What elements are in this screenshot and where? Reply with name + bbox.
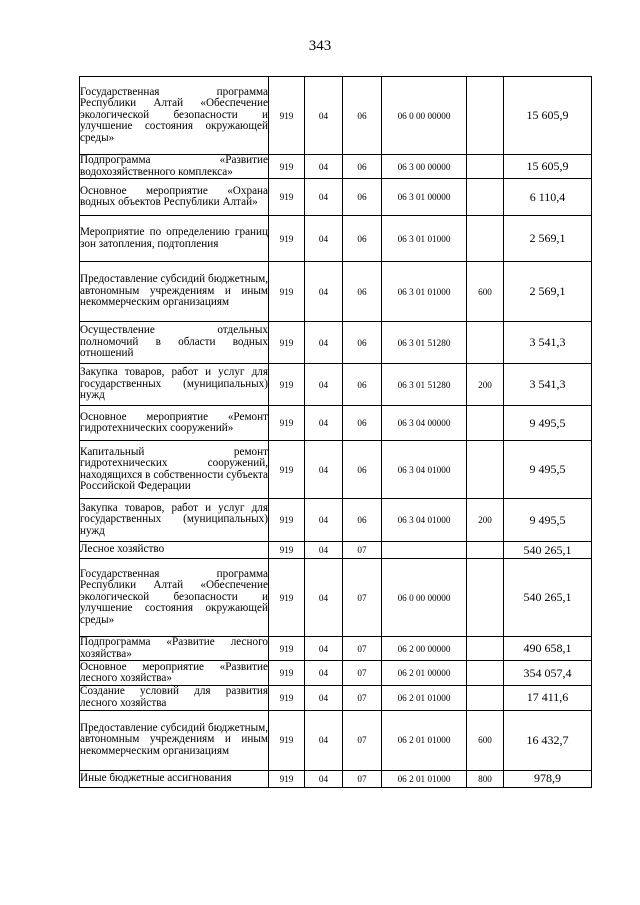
row-name: Государственная программа Республики Алтай «Обеспечение экологической безопасности и улучшение состояния окружающей среды»: [80, 559, 269, 637]
row-ministry-code: 919: [269, 322, 305, 364]
row-target-code: 06 2 01 01000: [382, 710, 467, 770]
row-subsection-code: 06: [343, 364, 382, 406]
row-target-code: 06 3 04 01000: [382, 441, 467, 499]
row-target-code: [382, 542, 467, 559]
page-number: 343: [308, 38, 332, 54]
table-row: [80, 441, 592, 499]
row-amount: 354 057,4: [504, 661, 592, 686]
table-row: [80, 262, 592, 322]
row-name: Мероприятие по определению границ зон затопления, подтопления: [80, 216, 269, 262]
row-subsection-code: 06: [343, 179, 382, 216]
row-section-code: 04: [305, 441, 343, 499]
row-ministry-code: 919: [269, 661, 305, 686]
row-amount: 15 605,9: [504, 77, 592, 155]
row-ministry-code: 919: [269, 441, 305, 499]
row-subsection-code: 06: [343, 262, 382, 322]
row-amount: 9 495,5: [504, 406, 592, 441]
row-expense-type: [467, 441, 504, 499]
row-ministry-code: 919: [269, 637, 305, 661]
table-row: [80, 686, 592, 710]
row-amount: 540 265,1: [504, 559, 592, 637]
row-section-code: 04: [305, 155, 343, 179]
row-subsection-code: 06: [343, 499, 382, 542]
row-target-code: 06 3 00 00000: [382, 155, 467, 179]
table-row: [80, 661, 592, 686]
row-subsection-code: 06: [343, 406, 382, 441]
table-row: [80, 637, 592, 661]
row-expense-type: 200: [467, 364, 504, 406]
row-subsection-code: 07: [343, 710, 382, 770]
row-section-code: 04: [305, 406, 343, 441]
row-amount: 17 411,6: [504, 686, 592, 710]
row-amount: 9 495,5: [504, 441, 592, 499]
row-section-code: 04: [305, 710, 343, 770]
row-name: Государственная программа Республики Алтай «Обеспечение экологической безопасности и улучшение состояния окружающей среды»: [80, 77, 269, 155]
row-subsection-code: 07: [343, 661, 382, 686]
row-name: Предоставление субсидий бюджетным, автономным учреждениям и иным некоммерческим организациям: [80, 262, 269, 322]
row-ministry-code: 919: [269, 364, 305, 406]
table-row: [80, 406, 592, 441]
row-name: Подпрограмма «Развитие водохозяйственного комплекса»: [80, 154, 268, 178]
row-amount: 9 495,5: [504, 499, 592, 542]
row-amount: 3 541,3: [504, 364, 592, 406]
row-section-code: 04: [305, 364, 343, 406]
row-expense-type: [467, 216, 504, 262]
row-target-code: 06 2 01 01000: [382, 686, 467, 710]
row-name: Основное мероприятие «Ремонт гидротехнических сооружений»: [80, 406, 269, 441]
row-amount: 978,9: [504, 770, 592, 787]
row-amount: 15 605,9: [504, 155, 592, 179]
row-target-code: 06 0 00 00000: [382, 559, 467, 637]
row-name: Закупка товаров, работ и услуг для государственных (муниципальных) нужд: [80, 499, 269, 542]
row-ministry-code: 919: [269, 262, 305, 322]
row-target-code: 06 2 00 00000: [382, 637, 467, 661]
row-name: Подпрограмма «Развитие лесного хозяйства»: [80, 636, 268, 660]
row-section-code: 04: [305, 661, 343, 686]
row-amount: 16 432,7: [504, 710, 592, 770]
row-name: Предоставление субсидий бюджетным, автономным учреждениям и иным некоммерческим организациям: [80, 710, 269, 770]
table-row: [80, 710, 592, 770]
row-expense-type: 600: [467, 710, 504, 770]
row-section-code: 04: [305, 216, 343, 262]
row-amount: 2 569,1: [504, 216, 592, 262]
row-expense-type: 800: [467, 770, 504, 787]
row-target-code: 06 3 01 01000: [382, 216, 467, 262]
row-name: Создание условий для развития лесного хозяйства: [80, 685, 268, 709]
row-ministry-code: 919: [269, 406, 305, 441]
row-ministry-code: 919: [269, 77, 305, 155]
row-ministry-code: 919: [269, 155, 305, 179]
table-row: [80, 155, 592, 179]
row-expense-type: [467, 661, 504, 686]
row-name: Осуществление отдельных полномочий в области водных отношений: [80, 322, 269, 364]
row-subsection-code: 07: [343, 542, 382, 559]
row-target-code: 06 3 01 51280: [382, 364, 467, 406]
row-amount: 3 541,3: [504, 322, 592, 364]
row-expense-type: [467, 322, 504, 364]
row-target-code: 06 3 04 01000: [382, 499, 467, 542]
row-section-code: 04: [305, 542, 343, 559]
table-row: [80, 364, 592, 406]
row-ministry-code: 919: [269, 559, 305, 637]
row-subsection-code: 06: [343, 216, 382, 262]
row-subsection-code: 06: [343, 77, 382, 155]
row-expense-type: [467, 406, 504, 441]
row-amount: 2 569,1: [504, 262, 592, 322]
row-section-code: 04: [305, 322, 343, 364]
row-amount: 490 658,1: [504, 637, 592, 661]
row-ministry-code: 919: [269, 499, 305, 542]
row-amount: 540 265,1: [504, 542, 592, 559]
row-expense-type: 600: [467, 262, 504, 322]
row-target-code: 06 2 01 00000: [382, 661, 467, 686]
row-subsection-code: 06: [343, 441, 382, 499]
budget-table: [79, 76, 592, 788]
row-expense-type: [467, 155, 504, 179]
row-expense-type: [467, 637, 504, 661]
row-ministry-code: 919: [269, 542, 305, 559]
table-row: [80, 499, 592, 542]
row-ministry-code: 919: [269, 686, 305, 710]
row-section-code: 04: [305, 499, 343, 542]
table-row: [80, 559, 592, 637]
row-expense-type: [467, 179, 504, 216]
table-row: [80, 179, 592, 216]
row-target-code: 06 3 01 00000: [382, 179, 467, 216]
table-row: [80, 770, 592, 787]
row-name: Основное мероприятие «Охрана водных объектов Республики Алтай»: [80, 179, 269, 216]
row-expense-type: [467, 542, 504, 559]
table-row: [80, 542, 592, 559]
row-subsection-code: 06: [343, 155, 382, 179]
row-ministry-code: 919: [269, 216, 305, 262]
table-row: [80, 77, 592, 155]
row-section-code: 04: [305, 77, 343, 155]
row-name: Капитальный ремонт гидротехнических сооружений, находящихся в собственности субъекта Российской Федерации: [80, 441, 269, 499]
row-expense-type: [467, 77, 504, 155]
row-target-code: 06 3 04 00000: [382, 406, 467, 441]
row-ministry-code: 919: [269, 179, 305, 216]
row-expense-type: [467, 559, 504, 637]
row-expense-type: 200: [467, 499, 504, 542]
row-subsection-code: 07: [343, 559, 382, 637]
table-row: [80, 322, 592, 364]
row-amount: 6 110,4: [504, 179, 592, 216]
row-name: Основное мероприятие «Развитие лесного хозяйства»: [80, 660, 268, 685]
row-section-code: 04: [305, 637, 343, 661]
row-subsection-code: 06: [343, 322, 382, 364]
row-ministry-code: 919: [269, 710, 305, 770]
row-section-code: 04: [305, 686, 343, 710]
row-subsection-code: 07: [343, 770, 382, 787]
row-expense-type: [467, 686, 504, 710]
row-section-code: 04: [305, 770, 343, 787]
row-target-code: 06 3 01 51280: [382, 322, 467, 364]
row-name: Лесное хозяйство: [80, 542, 269, 559]
row-ministry-code: 919: [269, 770, 305, 787]
row-target-code: 06 2 01 01000: [382, 770, 467, 787]
row-name: Закупка товаров, работ и услуг для государственных (муниципальных) нужд: [80, 364, 269, 406]
table-row: [80, 216, 592, 262]
row-section-code: 04: [305, 262, 343, 322]
row-target-code: 06 0 00 00000: [382, 77, 467, 155]
row-subsection-code: 07: [343, 637, 382, 661]
row-name: Иные бюджетные ассигнования: [80, 770, 269, 787]
row-subsection-code: 07: [343, 686, 382, 710]
table-body: [80, 77, 592, 788]
row-target-code: 06 3 01 01000: [382, 262, 467, 322]
row-section-code: 04: [305, 179, 343, 216]
row-section-code: 04: [305, 559, 343, 637]
